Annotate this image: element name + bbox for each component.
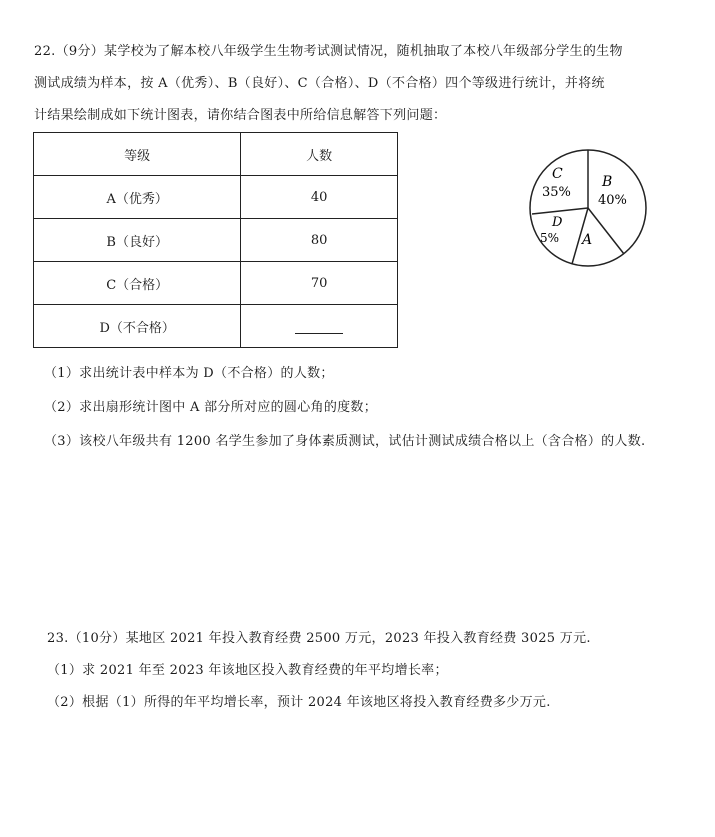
q23-line-2: （1）求 2021 年至 2023 年该地区投入教育经费的年平均增长率； — [47, 663, 448, 678]
pie-pct-c: 35% — [542, 185, 571, 200]
table-row — [34, 176, 398, 219]
q22-line-2: 测试成绩为样本，按 A（优秀）、B（良好）、C（合格）、D（不合格）四个等级进行统计，并将统 — [34, 76, 605, 91]
pie-label-c: C — [552, 166, 563, 182]
row-grade-d: D（不合格） — [34, 305, 241, 348]
row-count-a: 40 — [241, 176, 398, 219]
pie-divider-right — [588, 208, 624, 254]
pie-pct-b: 40% — [598, 193, 627, 208]
row-count-c: 70 — [241, 262, 398, 305]
table-row — [34, 219, 398, 262]
q22-sub-1: （1）求出统计表中样本为 D（不合格）的人数； — [44, 366, 334, 381]
pie-chart — [528, 148, 652, 272]
answer-blank — [295, 319, 343, 334]
table-header-row — [34, 133, 398, 176]
pie-label-d: D — [552, 215, 563, 230]
q23-line-1: 23.（10分）某地区 2021 年投入教育经费 2500 万元，2023 年投入教育经费 3025 万元. — [47, 631, 591, 646]
row-grade-c: C（合格） — [34, 262, 241, 305]
pie-label-a: A — [582, 232, 593, 248]
q22-sub-2: （2）求出扇形统计图中 A 部分所对应的圆心角的度数； — [44, 400, 378, 415]
grade-table — [33, 132, 398, 348]
pie-divider-left — [532, 208, 588, 214]
row-count-b: 80 — [241, 219, 398, 262]
q22-line-3: 计结果绘制成如下统计图表，请你结合图表中所给信息解答下列问题： — [34, 108, 447, 123]
pie-label-b: B — [602, 174, 613, 190]
row-grade-a: A（优秀） — [34, 176, 241, 219]
q22-line-1: 22.（9分）某学校为了解本校八年级学生生物考试测试情况，随机抽取了本校八年级部分学生的生物 — [34, 44, 623, 59]
row-grade-b: B（良好） — [34, 219, 241, 262]
q23-line-3: （2）根据（1）所得的年平均增长率，预计 2024 年该地区将投入教育经费多少万元. — [47, 695, 551, 710]
table-row — [34, 262, 398, 305]
header-grade: 等级 — [34, 133, 241, 176]
row-count-d-blank — [241, 305, 398, 348]
q22-sub-3: （3）该校八年级共有 1200 名学生参加了身体素质测试，试估计测试成绩合格以上（含合格）的人数. — [44, 434, 646, 449]
header-count: 人数 — [241, 133, 398, 176]
table-row — [34, 305, 398, 348]
pie-pct-d: 5% — [540, 231, 560, 245]
